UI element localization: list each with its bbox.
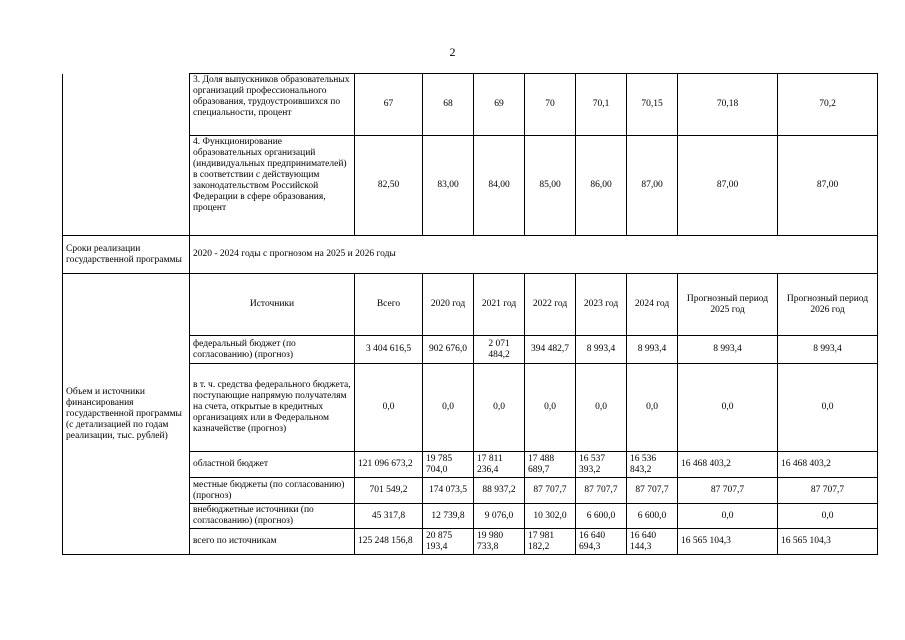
financing-value: 17 488 689,7: [525, 452, 576, 478]
financing-source: областной бюджет: [190, 452, 355, 478]
indicator-value: 67: [355, 74, 423, 136]
indicator-row: [63, 74, 878, 136]
financing-value: 0,0: [627, 364, 678, 452]
financing-value: 87 707,7: [678, 478, 778, 504]
indicator-label-cell: [63, 74, 190, 236]
indicator-value: 82,50: [355, 136, 423, 236]
financing-value: 87 707,7: [576, 478, 627, 504]
financing-value: 16 468 403,2: [678, 452, 778, 478]
indicator-value: 84,00: [474, 136, 525, 236]
financing-value: 16 565 104,3: [678, 529, 778, 555]
financing-value: 8 993,4: [576, 336, 627, 364]
financing-value: 88 937,2: [474, 478, 525, 504]
financing-value: 19 785 704,0: [423, 452, 474, 478]
indicator-value: 70,18: [678, 74, 778, 136]
financing-value: 16 565 104,3: [778, 529, 878, 555]
financing-value: 0,0: [355, 364, 423, 452]
financing-value: 0,0: [525, 364, 576, 452]
financing-value: 0,0: [778, 364, 878, 452]
financing-header: 2022 год: [525, 274, 576, 336]
financing-value: 0,0: [474, 364, 525, 452]
timeline-value: 2020 - 2024 годы с прогнозом на 2025 и 2026 годы: [190, 236, 878, 274]
financing-value: 0,0: [576, 364, 627, 452]
financing-value: 9 076,0: [474, 504, 525, 529]
financing-header: 2021 год: [474, 274, 525, 336]
financing-value: 394 482,7: [525, 336, 576, 364]
financing-value: 16 536 843,2: [627, 452, 678, 478]
indicator-value: 68: [423, 74, 474, 136]
timeline-row: [63, 236, 878, 274]
financing-value: 87 707,7: [627, 478, 678, 504]
financing-value: 16 640 694,3: [576, 529, 627, 555]
indicator-value: 87,00: [678, 136, 778, 236]
financing-value: 20 875 193,4: [423, 529, 474, 555]
financing-value: 8 993,4: [678, 336, 778, 364]
financing-value: 0,0: [423, 364, 474, 452]
financing-value: 16 640 144,3: [627, 529, 678, 555]
financing-value: 0,0: [778, 504, 878, 529]
financing-source: в т. ч. средства федерального бюджета, поступающие напрямую получателям на счета, открытые в кредитных организациях или в Федеральном казначействе (прогноз): [190, 364, 355, 452]
financing-value: 121 096 673,2: [355, 452, 423, 478]
financing-value: 8 993,4: [778, 336, 878, 364]
indicator-value: 70,1: [576, 74, 627, 136]
financing-value: 0,0: [678, 504, 778, 529]
financing-header: Прогнозный период 2025 год: [678, 274, 778, 336]
financing-value: 10 302,0: [525, 504, 576, 529]
indicator-value: 85,00: [525, 136, 576, 236]
financing-value: 45 317,8: [355, 504, 423, 529]
financing-value: 17 811 236,4: [474, 452, 525, 478]
indicator-value: 86,00: [576, 136, 627, 236]
financing-value: 8 993,4: [627, 336, 678, 364]
indicator-value: 87,00: [627, 136, 678, 236]
financing-header-row: [63, 274, 878, 336]
financing-value: 2 071 484,2: [474, 336, 525, 364]
financing-value: 0,0: [678, 364, 778, 452]
program-passport-table: [62, 73, 878, 555]
financing-value: 174 073,5: [423, 478, 474, 504]
financing-value: 16 468 403,2: [778, 452, 878, 478]
indicator-value: 83,00: [423, 136, 474, 236]
financing-value: 6 600,0: [576, 504, 627, 529]
financing-value: 12 739,8: [423, 504, 474, 529]
financing-header: 2024 год: [627, 274, 678, 336]
indicator-value: 69: [474, 74, 525, 136]
indicator-value: 70,2: [778, 74, 878, 136]
indicator-value: 70,15: [627, 74, 678, 136]
financing-value: 17 981 182,2: [525, 529, 576, 555]
financing-value: 87 707,7: [778, 478, 878, 504]
financing-value: 3 404 616,5: [355, 336, 423, 364]
financing-source: всего по источникам: [190, 529, 355, 555]
financing-value: 125 248 156,8: [355, 529, 423, 555]
indicator-label: 3. Доля выпускников образовательных организаций профессионального образования, трудоустроившихся по специальности, процент: [190, 74, 355, 136]
financing-label: Объем и источники финансирования государственной программы (с детализацией по годам реализации, тыс. рублей): [63, 274, 190, 555]
indicator-value: 87,00: [778, 136, 878, 236]
financing-value: 87 707,7: [525, 478, 576, 504]
financing-header: 2020 год: [423, 274, 474, 336]
financing-header: Прогнозный период 2026 год: [778, 274, 878, 336]
timeline-label: Сроки реализации государственной программы: [63, 236, 190, 274]
financing-value: 902 676,0: [423, 336, 474, 364]
financing-header: Источники: [190, 274, 355, 336]
indicator-label: 4. Функционирование образовательных организаций (индивидуальных предпринимателей) в соответствии с действующим законодательством Российской Федерации в сфере образования, процент: [190, 136, 355, 236]
financing-value: 16 537 393,2: [576, 452, 627, 478]
indicator-value: 70: [525, 74, 576, 136]
financing-header: Всего: [355, 274, 423, 336]
page-number: 2: [449, 45, 456, 59]
financing-value: 19 980 733,8: [474, 529, 525, 555]
financing-source: внебюджетные источники (по согласованию) (прогноз): [190, 504, 355, 529]
financing-header: 2023 год: [576, 274, 627, 336]
financing-value: 701 549,2: [355, 478, 423, 504]
financing-value: 6 600,0: [627, 504, 678, 529]
financing-source: федеральный бюджет (по согласованию) (прогноз): [190, 336, 355, 364]
financing-source: местные бюджеты (по согласованию) (прогноз): [190, 478, 355, 504]
